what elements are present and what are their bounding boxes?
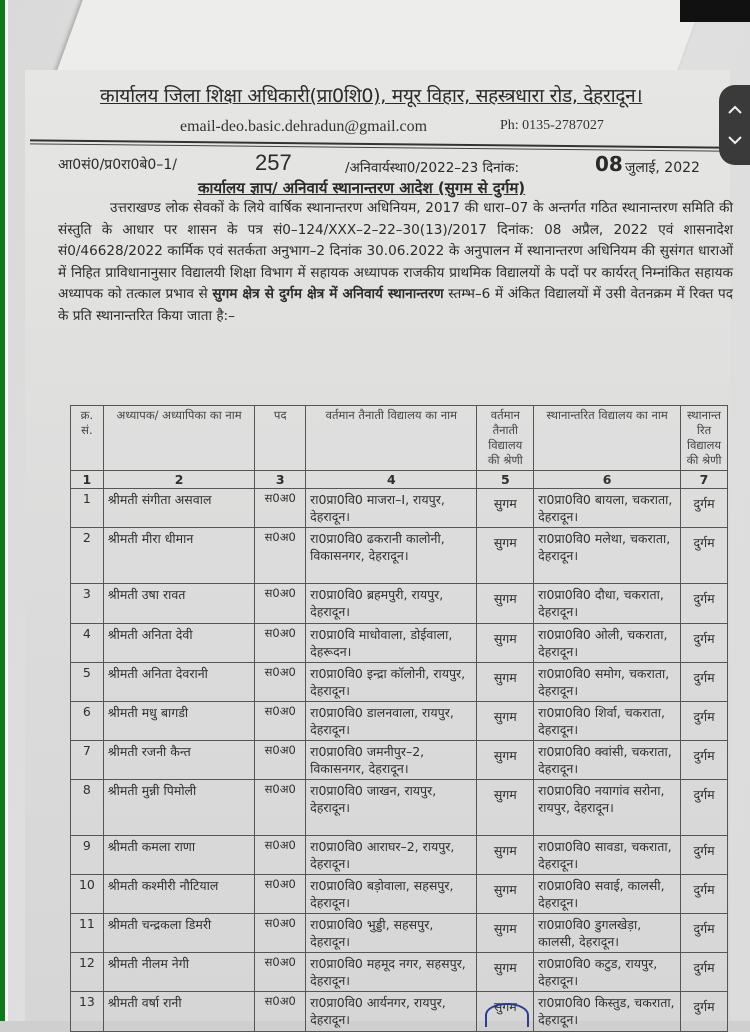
current-school: रा0प्रा0वि0 डालनवाला, रायपुर, देहरादून। (306, 702, 477, 741)
table-row (71, 528, 728, 584)
column-number: 4 (306, 471, 477, 489)
new-school: रा0प्रा0वि0 दौधा, चकराता, देहरादून। (534, 584, 681, 624)
office-email: email-deo.basic.dehradun@gmail.com (180, 118, 428, 135)
photo-corner-shadow (680, 0, 750, 22)
new-school: रा0प्रा0वि0 बायला, चकराता, देहरादून। (534, 489, 681, 528)
header-current-school: वर्तमान तैनाती विद्यालय का नाम (306, 406, 477, 471)
table-row (71, 741, 728, 780)
row-serial: 2 (71, 528, 104, 584)
new-category: दुर्गम (681, 702, 728, 741)
column-number-row (71, 471, 728, 489)
post: स0अ0 (255, 584, 306, 624)
new-school: रा0प्रा0वि0 समोग, चकराता, देहरादून। (534, 663, 681, 702)
row-serial: 10 (71, 875, 104, 914)
current-category: सुगम (477, 624, 534, 663)
table-row (71, 875, 728, 914)
reference-day: 08 (595, 152, 623, 176)
new-school: रा0प्रा0वि0 किस्तुड, चकराता, देहरादून। (534, 992, 681, 1032)
table-row (71, 992, 728, 1032)
row-serial: 1 (71, 489, 104, 528)
chevron-up-icon[interactable] (725, 100, 745, 120)
table-row (71, 953, 728, 992)
new-category: दुर्गम (681, 741, 728, 780)
teacher-name: श्रीमती मुन्नी पिमोली (103, 780, 255, 836)
reference-prefix: आ0सं0/प्र0रा0बे0–1/ (58, 157, 177, 173)
current-category: सुगम (477, 663, 534, 702)
post: स0अ0 (255, 702, 306, 741)
current-category: सुगम (477, 836, 534, 875)
row-serial: 11 (71, 914, 104, 953)
signature-mark (485, 1003, 529, 1027)
current-category: सुगम (477, 914, 534, 953)
post: स0अ0 (255, 741, 306, 780)
post: स0अ0 (255, 663, 306, 702)
new-school: रा0प्रा0वि0 कटुड, रायपुर, देहरादून। (534, 953, 681, 992)
header-new-school: स्थानान्तरित विद्यालय का नाम (534, 406, 681, 471)
row-serial: 9 (71, 836, 104, 875)
new-category: दुर्गम (681, 914, 728, 953)
new-category: दुर्गम (681, 836, 728, 875)
chevron-down-icon[interactable] (725, 130, 745, 150)
teacher-name: श्रीमती मीरा धीमान (103, 528, 255, 584)
post: स0अ0 (255, 836, 306, 875)
teacher-name: श्रीमती वर्षा रानी (103, 992, 255, 1032)
body-part-1: उत्तराखण्ड लोक सेवकों के लिये वार्षिक स्थानान्तरण अधिनियम, 2017 की धारा–07 के अन्तर्गत गठित स्थानान्तरण समिति की संस्तुति के आधार पर शासन के पत्र सं0–124/XXX–2–22–30(13)/2017 दिनांक: 08 अप्रैल, 2022 एवं शासनादेश सं0/46628/2022 कार्मिक एवं सतर्कता अनुभाग–2 दिनांक 30.06.2022 के अनुपालन में स्थानान्तरण अधिनियम की सुसंगत धाराओं में निहित प्राविधानानुसार विद्यालयी शिक्षा विभाग में सहायक अध्यापक राजकीय प्राथमिक विद्यालयों के पदों पर कार्यरत् निम्नांकित सहायक अध्यापक को तत्काल प्रभाव से (58, 200, 733, 302)
row-serial: 13 (71, 992, 104, 1032)
order-body-paragraph (58, 198, 733, 327)
table-row (71, 584, 728, 624)
post: स0अ0 (255, 875, 306, 914)
reference-month-year: जुलाई, 2022 (625, 160, 700, 176)
teacher-name: श्रीमती रजनी कैन्त (103, 741, 255, 780)
new-school: रा0प्रा0वि0 क्वांसी, चकराता, देहरादून। (534, 741, 681, 780)
teacher-name: श्रीमती कश्मीरी नौटियाल (103, 875, 255, 914)
column-number: 1 (71, 471, 104, 489)
transfer-table (70, 405, 728, 1032)
header-teacher-name: अध्यापक/ अध्यापिका का नाम (103, 406, 255, 471)
table-body (71, 489, 728, 1032)
table-header-row (71, 406, 728, 471)
row-serial: 3 (71, 584, 104, 624)
current-category: सुगम (477, 741, 534, 780)
current-school: रा0प्रा0वि0 महमूद नगर, सहसपुर, देहरादून। (306, 953, 477, 992)
current-school: रा0प्रा0वि0 ढकरानी कालोनी, विकासनगर, देहरादून। (306, 528, 477, 584)
post: स0अ0 (255, 489, 306, 528)
current-school: रा0प्रा0वि0 भुड्डी, सहसपुर, देहरादून। (306, 914, 477, 953)
column-number: 6 (534, 471, 681, 489)
current-school: रा0प्रा0वि0 ब्रहमपुरी, रायपुर, देहरादून। (306, 584, 477, 624)
new-category: दुर्गम (681, 953, 728, 992)
new-category: दुर्गम (681, 663, 728, 702)
new-category: दुर्गम (681, 875, 728, 914)
current-category: सुगम (477, 875, 534, 914)
row-serial: 4 (71, 624, 104, 663)
current-category: सुगम (477, 953, 534, 992)
teacher-name: श्रीमती अनिता देवी (103, 624, 255, 663)
column-number: 2 (103, 471, 255, 489)
current-school: रा0प्रा0वि0 बड़ोवाला, सहसपुर, देहरादून। (306, 875, 477, 914)
teacher-name: श्रीमती मधु बागडी (103, 702, 255, 741)
body-part-2: स्तम्भ–6 में अंकित विद्यालयों में उसी वेतनक्रम में रिक्त पद के प्रति स्थानान्तरित किया जाता है:– (58, 286, 733, 324)
new-category: दुर्गम (681, 489, 728, 528)
header-serial: क्र. सं. (71, 406, 104, 471)
page-scroll-control (719, 85, 750, 165)
post: स0अ0 (255, 780, 306, 836)
teacher-name: श्रीमती कमला राणा (103, 836, 255, 875)
new-school: रा0प्रा0वि0 शिर्वा, चकराता, देहरादून। (534, 702, 681, 741)
column-number: 3 (255, 471, 306, 489)
new-category: दुर्गम (681, 584, 728, 624)
row-serial: 6 (71, 702, 104, 741)
row-serial: 12 (71, 953, 104, 992)
reference-number: 257 (255, 150, 292, 175)
new-school: रा0प्रा0वि0 डुगलखेड़ा, कालसी, देहरादून। (534, 914, 681, 953)
body-bold-phrase: सुगम क्षेत्र से दुर्गम क्षेत्र में अनिवार्य स्थानान्तरण (212, 286, 444, 302)
current-category: सुगम (477, 584, 534, 624)
column-number: 7 (681, 471, 728, 489)
current-school: रा0प्रा0वि0 माजरा–I, रायपुर, देहरादून। (306, 489, 477, 528)
new-school: रा0प्रा0वि0 सावडा, चकराता, देहरादून। (534, 836, 681, 875)
order-title: कार्यालय ज्ञाप/ अनिवार्य स्थानान्तरण आदेश (सुगम से दुर्गम) (198, 179, 526, 197)
current-category: सुगम (477, 702, 534, 741)
new-school: रा0प्रा0वि0 मलेथा, चकराता, देहरादून। (534, 528, 681, 584)
current-school: रा0प्रा0वि0 जाखन, रायपुर, देहरादून। (306, 780, 477, 836)
post: स0अ0 (255, 914, 306, 953)
new-school: रा0प्रा0वि0 ओली, चकराता, देहरादून। (534, 624, 681, 663)
office-phone: Ph: 0135-2787027 (500, 118, 604, 133)
current-category: सुगम (477, 780, 534, 836)
table-row (71, 489, 728, 528)
new-category: दुर्गम (681, 992, 728, 1032)
current-category: सुगम (477, 489, 534, 528)
current-school: रा0प्रा0वि माधोवाला, डोईवाला, देहरूदन। (306, 624, 477, 663)
new-school: रा0प्रा0वि0 सवाई, कालसी, देहरादून। (534, 875, 681, 914)
new-school: रा0प्रा0वि0 नयागांव सरोना, रायपुर, देहरादून। (534, 780, 681, 836)
row-serial: 8 (71, 780, 104, 836)
current-category: सुगम (477, 992, 534, 1032)
table-row (71, 702, 728, 741)
post: स0अ0 (255, 528, 306, 584)
row-serial: 5 (71, 663, 104, 702)
teacher-name: श्रीमती अनिता देवरानी (103, 663, 255, 702)
post: स0अ0 (255, 624, 306, 663)
teacher-name: श्रीमती उषा रावत (103, 584, 255, 624)
new-category: दुर्गम (681, 528, 728, 584)
row-serial: 7 (71, 741, 104, 780)
current-category: सुगम (477, 528, 534, 584)
current-school: रा0प्रा0वि0 आराघर–2, रायपुर, देहरादून। (306, 836, 477, 875)
current-school: रा0प्रा0वि0 इन्द्रा कॉलोनी, रायपुर, देहरादून। (306, 663, 477, 702)
table-row (71, 624, 728, 663)
teacher-name: श्रीमती चन्द्रकला डिमरी (103, 914, 255, 953)
header-new-category: स्थानान्त रित विद्यालय की श्रेणी (681, 406, 728, 471)
header-current-category: वर्तमान तैनाती विद्यालय की श्रेणी (477, 406, 534, 471)
new-category: दुर्गम (681, 624, 728, 663)
column-number: 5 (477, 471, 534, 489)
teacher-name: श्रीमती नीलम नेगी (103, 953, 255, 992)
teacher-name: श्रीमती संगीता असवाल (103, 489, 255, 528)
new-category: दुर्गम (681, 780, 728, 836)
current-school: रा0प्रा0वि0 आर्यनगर, रायपुर, देहरादून। (306, 992, 477, 1032)
table-row (71, 836, 728, 875)
table-row (71, 780, 728, 836)
table-row (71, 914, 728, 953)
post: स0अ0 (255, 953, 306, 992)
reference-middle: /अनिवार्यस्था0/2022–23 दिनांक: (345, 160, 520, 176)
post: स0अ0 (255, 992, 306, 1032)
table-row (71, 663, 728, 702)
office-header-title: कार्यालय जिला शिक्षा अधिकारी(प्रा0शि0), मयूर विहार, सहस्त्रधारा रोड, देहरादून। (100, 85, 643, 107)
current-school: रा0प्रा0वि0 जमनीपुर–2, विकासनगर, देहरादून। (306, 741, 477, 780)
header-post: पद (255, 406, 306, 471)
